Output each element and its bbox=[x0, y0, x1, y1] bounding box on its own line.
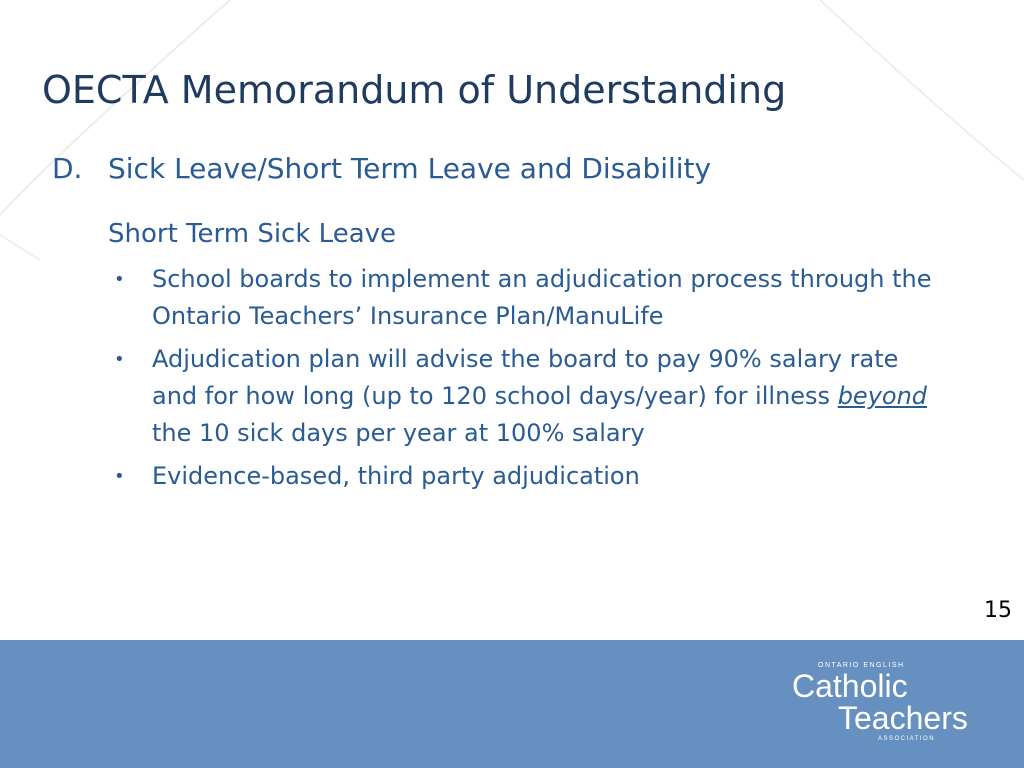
section-marker: D. bbox=[52, 152, 83, 185]
bullet-item bbox=[108, 261, 932, 335]
bullet-text: Evidence-based, third party adjudication bbox=[152, 462, 640, 490]
bullet-item bbox=[108, 458, 932, 495]
section-heading bbox=[52, 152, 952, 185]
subheading: Short Term Sick Leave bbox=[108, 219, 397, 249]
logo-top-text: ONTARIO ENGLISH bbox=[818, 662, 905, 669]
bullet-icon: • bbox=[114, 349, 125, 370]
bullet-list bbox=[108, 261, 952, 495]
bullet-icon: • bbox=[114, 466, 125, 487]
bullet-text-after: the 10 sick days per year at 100% salary bbox=[152, 419, 645, 447]
bullet-text-before: Adjudication plan will advise the board to pay 90% salary rate and for how long (up to 120 school days/year) for illness bbox=[152, 345, 899, 410]
bullet-text: School boards to implement an adjudication process through the Ontario Teachers’ Insurance Plan/ManuLife bbox=[152, 265, 932, 330]
bullet-text-emphasis: beyond bbox=[837, 382, 928, 410]
logo-word-catholic: Catholic bbox=[792, 668, 908, 704]
logo-bottom-text: ASSOCIATION bbox=[878, 736, 936, 742]
footer-band bbox=[0, 640, 1024, 768]
page-number: 15 bbox=[984, 598, 1012, 623]
bullet-item bbox=[108, 341, 932, 452]
bullet-icon: • bbox=[114, 269, 125, 290]
oecta-logo bbox=[792, 658, 982, 758]
section-heading-text: Sick Leave/Short Term Leave and Disability bbox=[108, 152, 712, 185]
slide-content bbox=[52, 152, 952, 501]
slide-title: OECTA Memorandum of Understanding bbox=[42, 68, 787, 112]
logo-word-teachers: Teachers bbox=[838, 700, 968, 736]
